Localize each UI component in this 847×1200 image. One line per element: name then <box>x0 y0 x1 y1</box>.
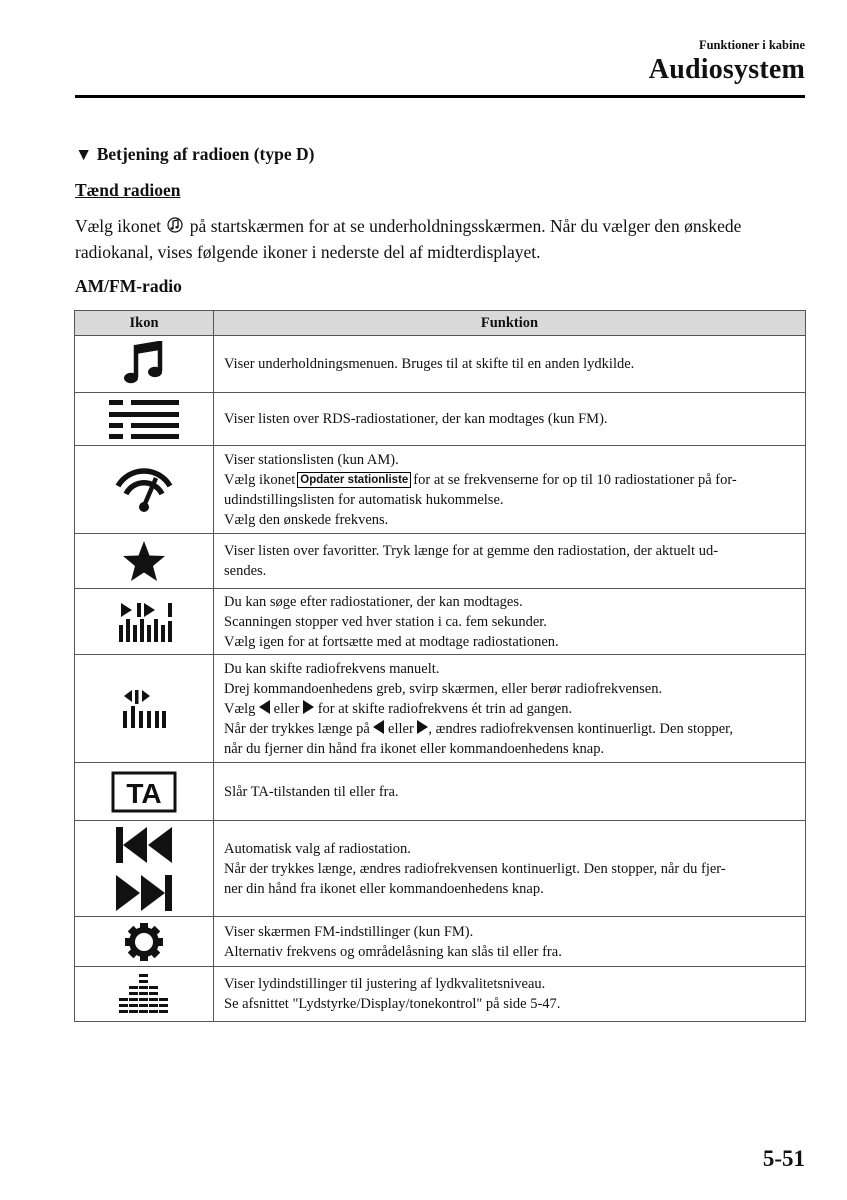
function-text: Du kan søge efter radiostationer, der kan modtages. <box>224 593 523 610</box>
section-title <box>75 144 314 165</box>
tune-icon <box>122 689 166 729</box>
intro-paragraph <box>75 214 775 264</box>
ta-icon <box>111 771 177 813</box>
table-row <box>75 655 806 763</box>
function-text: Vælg ikonet Opdater stationliste for at se frekvenserne for op til 10 radiostationer på for- <box>224 471 737 488</box>
function-text: Når der trykkes længe på eller , ændres radiofrekvensen kontinuerligt. Den stopper, <box>224 720 734 737</box>
seek-forward-icon <box>114 874 174 912</box>
header-icon: Ikon <box>75 311 214 336</box>
function-text: Viser listen over RDS-radiostationer, der kan modtages (kun FM). <box>224 411 608 427</box>
list-icon <box>109 399 179 439</box>
star-icon <box>122 540 166 582</box>
seek-back-icon <box>114 826 174 864</box>
function-cell <box>214 967 806 1022</box>
icon-cell <box>75 655 214 763</box>
function-text: Se afsnittet "Lydstyrke/Display/tonekontrol" på side 5-47. <box>224 996 561 1012</box>
function-cell <box>214 655 806 763</box>
icon-cell <box>75 393 214 446</box>
page-number: 5-51 <box>762 1146 805 1171</box>
sub-title: Tænd radioen <box>75 180 181 200</box>
triangle-right-icon <box>303 700 314 714</box>
equalizer-icon <box>119 973 169 1015</box>
table-row <box>75 534 806 589</box>
function-cell <box>214 336 806 393</box>
function-text: Viser underholdningsmenuen. Bruges til at skifte til en anden lydkilde. <box>224 356 635 372</box>
table-label: AM/FM-radio <box>75 276 182 296</box>
function-text: ner din hånd fra ikonet eller kommandoenhedens knap. <box>224 880 544 897</box>
function-cell <box>214 763 806 821</box>
table-row <box>75 763 806 821</box>
svg-text:TA: TA <box>126 777 162 809</box>
function-text: når du fjerner din hånd fra ikonet eller kommandoenhedens knap. <box>224 740 605 757</box>
function-text: Scanningen stopper ved hver station i ca. fem sekunder. <box>224 613 547 630</box>
function-cell <box>214 446 806 534</box>
table-row <box>75 821 806 917</box>
function-text: Alternativ frekvens og områdelåsning kan slås til eller fra. <box>224 943 562 960</box>
icon-cell <box>75 534 214 589</box>
table-row <box>75 393 806 446</box>
function-cell <box>214 393 806 446</box>
function-text: sendes. <box>224 563 267 579</box>
function-text: udindstillingslisten for automatisk hukommelse. <box>224 491 504 508</box>
scan-icon <box>116 601 172 643</box>
table-row <box>75 446 806 534</box>
function-cell <box>214 821 806 917</box>
icon-cell <box>75 589 214 655</box>
table-row <box>75 917 806 967</box>
gear-icon <box>124 922 164 962</box>
function-text: Du kan skifte radiofrekvens manuelt. <box>224 660 440 677</box>
header-function: Funktion <box>214 311 806 336</box>
music-note-icon <box>122 341 166 387</box>
triangle-right-icon <box>417 720 428 734</box>
triangle-left-icon <box>259 700 270 714</box>
header-divider <box>75 95 805 98</box>
table-row <box>75 336 806 393</box>
table-row <box>75 589 806 655</box>
icon-cell <box>75 917 214 967</box>
function-cell <box>214 589 806 655</box>
function-text: Viser stationslisten (kun AM). <box>224 451 399 468</box>
section-heading: Audiosystem <box>648 54 805 85</box>
icon-cell <box>75 967 214 1022</box>
intro-text-a: Vælg ikonet <box>75 216 162 236</box>
function-text: Drej kommandoenhedens greb, svirp skærmen, eller berør radiofrekvensen. <box>224 680 663 697</box>
intro-text-b: på startskærmen for at se underholdningsskærmen. Når du vælger den ønskede radiokanal, vises følgende ikoner i nederste del af midterdisplayet. <box>75 216 742 262</box>
function-text: Vælg igen for at fortsætte med at modtage radiostationen. <box>224 633 559 650</box>
update-station-list-button: Opdater stationliste <box>297 472 411 488</box>
function-text: Vælg eller for at skifte radiofrekvens ét trin ad gangen. <box>224 700 573 717</box>
chapter-title: Funktioner i kabine <box>698 38 805 52</box>
function-text: Når der trykkes længe, ændres radiofrekvensen kontinuerligt. Den stopper, når du fjer- <box>224 860 726 877</box>
function-text: Viser listen over favoritter. Tryk længe for at gemme den radiostation, der aktuelt ud- <box>224 543 719 559</box>
section-title-text: Betjening af radioen (type D) <box>96 144 315 164</box>
icon-cell <box>75 763 214 821</box>
function-text: Automatisk valg af radiostation. <box>224 840 411 857</box>
function-cell <box>214 917 806 967</box>
table-header-row <box>75 311 806 336</box>
icon-cell <box>75 821 214 917</box>
table-row <box>75 967 806 1022</box>
function-table <box>74 310 806 1022</box>
icon-cell <box>75 336 214 393</box>
triangle-left-icon <box>373 720 384 734</box>
function-text: Viser skærmen FM-indstillinger (kun FM). <box>224 923 474 940</box>
function-text: Slår TA-tilstanden til eller fra. <box>224 783 399 800</box>
icon-cell <box>75 446 214 534</box>
function-text: Viser lydindstillinger til justering af lydkvalitetsniveau. <box>224 976 546 992</box>
station-list-icon <box>114 466 174 514</box>
triangle-down-icon: ▼ <box>75 144 93 164</box>
function-text: Vælg den ønskede frekvens. <box>224 511 389 528</box>
function-cell <box>214 534 806 589</box>
entertainment-icon <box>167 216 183 240</box>
